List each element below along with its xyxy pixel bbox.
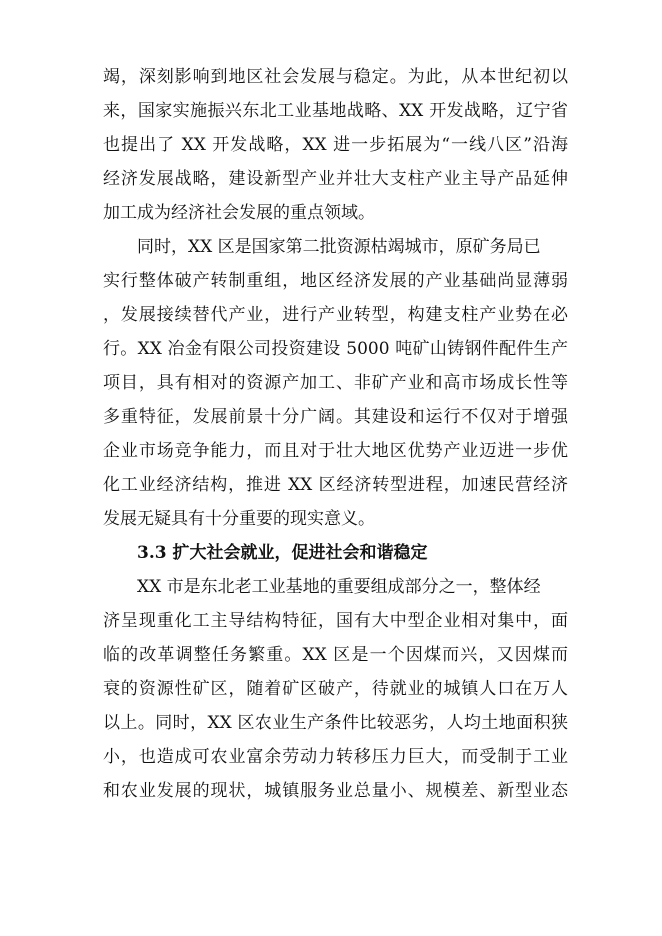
paragraph-first-line: XX 市是东北老工业基地的重要组成部分之一，整体经	[137, 577, 541, 597]
text-line: 济呈现重化工主导结构特征，国有大中型企业相对集中，面	[103, 611, 568, 631]
text-line: 实行整体破产转制重组，地区经济发展的产业基础尚显薄弱	[103, 271, 568, 291]
text-line: 行。XX 冶金有限公司投资建设 5000 吨矿山铸钢件配件生产	[103, 339, 568, 359]
text-line: 加工成为经济社会发展的重点领域。	[103, 203, 375, 223]
text-line: 发展无疑具有十分重要的现实意义。	[103, 509, 375, 529]
text-line: 企业市场竞争能力，而且对于壮大地区优势产业迈进一步优	[103, 441, 568, 461]
text-line: 化工业经济结构，推进 XX 区经济转型进程，加速民营经济	[103, 475, 568, 495]
text-line: 也提出了 XX 开发战略，XX 进一步拓展为“一线八区”沿海	[103, 135, 568, 155]
text-line: 竭，深刻影响到地区社会发展与稳定。为此，从本世纪初以	[103, 67, 568, 87]
text-line: 小，也造成可农业富余劳动力转移压力巨大，而受制于工业	[103, 747, 568, 767]
text-line: 和农业发展的现状，城镇服务业总量小、规模差、新型业态	[103, 781, 568, 801]
text-line: ，发展接续替代产业，进行产业转型，构建支柱产业势在必	[103, 305, 568, 325]
text-line: 衰的资源性矿区，随着矿区破产，待就业的城镇人口在万人	[103, 679, 568, 699]
text-line: 经济发展战略，建设新型产业并壮大支柱产业主导产品延伸	[103, 169, 568, 189]
text-line: 临的改革调整任务繁重。XX 区是一个因煤而兴，又因煤而	[103, 645, 568, 665]
paragraph-first-line: 同时，XX 区是国家第二批资源枯竭城市，原矿务局已	[137, 237, 541, 257]
text-line: 项目，具有相对的资源产加工、非矿产业和高市场成长性等	[103, 373, 568, 393]
text-line: 多重特征，发展前景十分广阔。其建设和运行不仅对于增强	[103, 407, 568, 427]
text-line: 以上。同时，XX 区农业生产条件比较恶劣，人均土地面积狭	[103, 713, 568, 733]
section-heading: 3.3 扩大社会就业，促进社会和谐稳定	[137, 543, 428, 563]
text-line: 来，国家实施振兴东北工业基地战略、XX 开发战略，辽宁省	[103, 101, 568, 121]
